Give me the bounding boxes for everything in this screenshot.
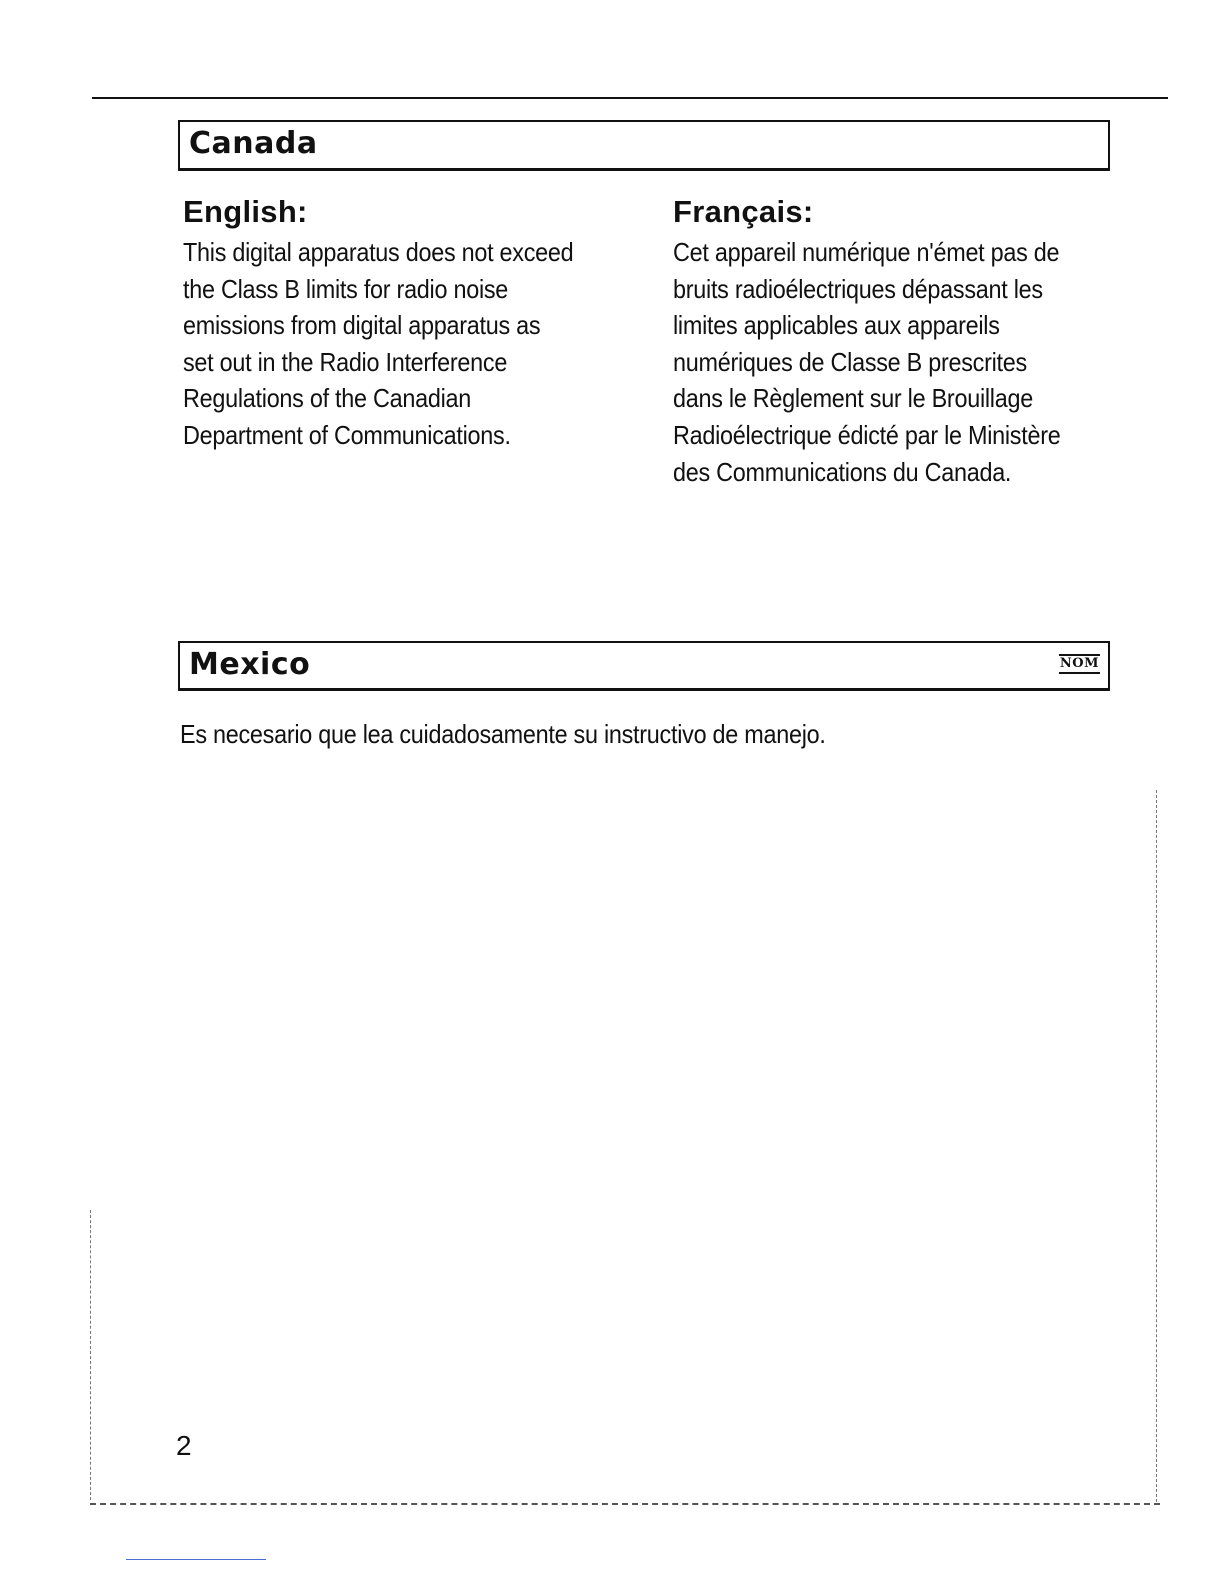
english-heading: English: <box>183 194 308 229</box>
french-line: dans le Règlement sur le Brouillage <box>673 383 1033 414</box>
english-line: Regulations of the Canadian <box>183 383 472 414</box>
french-heading: Français: <box>673 194 814 229</box>
nom-logo: NOM <box>1059 654 1100 674</box>
bottom-underline <box>126 1559 266 1560</box>
french-line: des Communications du Canada. <box>673 456 1012 487</box>
english-line: Department of Communications. <box>183 419 511 450</box>
mexico-section-header <box>178 641 1110 691</box>
french-line: numériques de Classe B prescrites <box>673 346 1027 377</box>
french-line: bruits radioélectriques dépassant les <box>673 273 1043 304</box>
french-line: Radioélectrique édicté par le Ministère <box>673 419 1061 450</box>
english-line: set out in the Radio Interference <box>183 346 508 377</box>
scan-edge-right <box>1156 790 1157 1502</box>
page-number: 2 <box>176 1430 192 1461</box>
mexico-notice-text: Es necesario que lea cuidadosamente su instructivo de manejo. <box>180 719 826 749</box>
french-column <box>673 192 1133 490</box>
scan-edge-left <box>90 1210 91 1500</box>
canada-section-header <box>178 120 1110 171</box>
french-line: limites applicables aux appareils <box>673 310 1000 341</box>
english-line: This digital apparatus does not exceed <box>183 237 574 267</box>
top-rule <box>92 97 1168 99</box>
bottom-rule <box>90 1503 1160 1505</box>
french-line: Cet appareil numérique n'émet pas de <box>673 237 1060 267</box>
english-line: emissions from digital apparatus as <box>183 310 541 341</box>
canada-section-title: Canada <box>189 126 318 161</box>
mexico-section-title: Mexico <box>189 647 311 682</box>
english-column <box>183 192 653 454</box>
english-line: the Class B limits for radio noise <box>183 273 509 304</box>
